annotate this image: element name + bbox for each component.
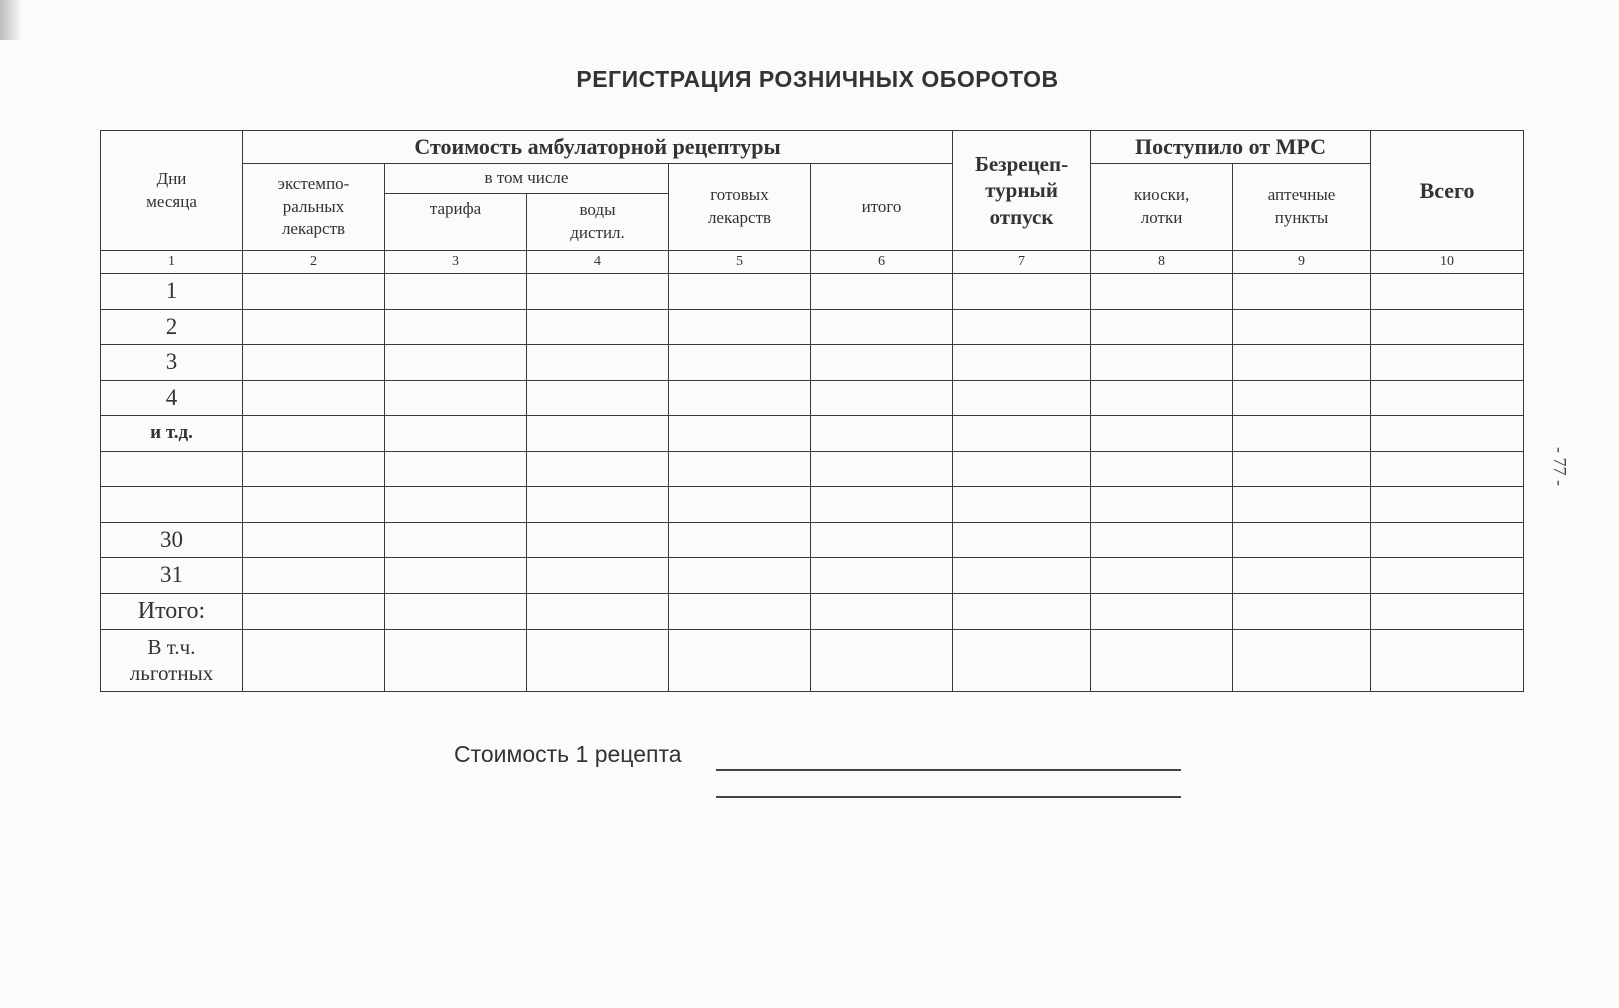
preferential-row (101, 629, 1524, 691)
input-cell[interactable] (1371, 522, 1524, 558)
table-row (101, 345, 1524, 381)
input-cell[interactable] (243, 487, 385, 523)
input-cell[interactable] (811, 345, 953, 381)
header-including: в том числе (385, 164, 669, 194)
input-cell[interactable] (669, 629, 811, 691)
input-cell[interactable] (243, 416, 385, 452)
input-cell[interactable] (527, 629, 669, 691)
input-cell[interactable] (243, 522, 385, 558)
input-cell[interactable] (527, 274, 669, 310)
input-cell[interactable] (243, 629, 385, 691)
header-extemporal: экстемпо-ральных лекарств (243, 164, 385, 251)
day-label: и т.д. (101, 416, 243, 452)
day-label: 1 (101, 274, 243, 310)
input-cell[interactable] (811, 593, 953, 629)
input-cell[interactable] (811, 487, 953, 523)
input-cell[interactable] (1091, 593, 1233, 629)
col-number: 5 (669, 251, 811, 274)
table-row (101, 274, 1524, 310)
input-cell[interactable] (243, 451, 385, 487)
cost-fill-line[interactable] (716, 769, 1181, 771)
input-cell[interactable] (385, 345, 527, 381)
table-row (101, 558, 1524, 594)
input-cell[interactable] (1233, 416, 1371, 452)
col-number: 2 (243, 251, 385, 274)
input-cell[interactable] (385, 451, 527, 487)
input-cell[interactable] (1233, 629, 1371, 691)
input-cell[interactable] (1233, 380, 1371, 416)
input-cell[interactable] (1233, 522, 1371, 558)
header-days-of-month: Дни месяца (101, 131, 243, 251)
input-cell[interactable] (1091, 416, 1233, 452)
input-cell[interactable] (1233, 309, 1371, 345)
header-subtotal: итого (811, 164, 953, 251)
input-cell[interactable] (669, 593, 811, 629)
input-cell[interactable] (527, 380, 669, 416)
header-received-from-mrs: Поступило от МРС (1091, 131, 1371, 164)
input-cell[interactable] (243, 380, 385, 416)
input-cell[interactable] (953, 593, 1091, 629)
input-cell[interactable] (527, 593, 669, 629)
input-cell[interactable] (669, 345, 811, 381)
input-cell[interactable] (243, 558, 385, 594)
input-cell[interactable] (1371, 629, 1524, 691)
header-pharmacy-points: аптечные пункты (1233, 164, 1371, 251)
input-cell[interactable] (669, 522, 811, 558)
input-cell[interactable] (1091, 380, 1233, 416)
column-number-row (101, 251, 1524, 274)
input-cell[interactable] (1371, 380, 1524, 416)
table-row (101, 380, 1524, 416)
input-cell[interactable] (1091, 522, 1233, 558)
day-label (101, 487, 243, 523)
input-cell[interactable] (385, 274, 527, 310)
input-cell[interactable] (811, 380, 953, 416)
input-cell[interactable] (1091, 629, 1233, 691)
total-row (101, 593, 1524, 629)
day-label: 31 (101, 558, 243, 594)
input-cell[interactable] (669, 487, 811, 523)
input-cell[interactable] (385, 629, 527, 691)
input-cell[interactable] (1091, 451, 1233, 487)
input-cell[interactable] (953, 629, 1091, 691)
day-label: 3 (101, 345, 243, 381)
input-cell[interactable] (1371, 451, 1524, 487)
input-cell[interactable] (669, 274, 811, 310)
col-number: 1 (101, 251, 243, 274)
input-cell[interactable] (953, 558, 1091, 594)
input-cell[interactable] (953, 522, 1091, 558)
table-row (101, 309, 1524, 345)
input-cell[interactable] (527, 522, 669, 558)
total-label: Итого: (101, 593, 243, 629)
input-cell[interactable] (243, 345, 385, 381)
input-cell[interactable] (1371, 487, 1524, 523)
input-cell[interactable] (669, 558, 811, 594)
input-cell[interactable] (527, 416, 669, 452)
input-cell[interactable] (1091, 274, 1233, 310)
input-cell[interactable] (1371, 274, 1524, 310)
input-cell[interactable] (669, 416, 811, 452)
input-cell[interactable] (1371, 345, 1524, 381)
input-cell[interactable] (1233, 487, 1371, 523)
scan-shadow (0, 0, 22, 40)
input-cell[interactable] (953, 309, 1091, 345)
input-cell[interactable] (527, 309, 669, 345)
col-number: 7 (953, 251, 1091, 274)
input-cell[interactable] (1371, 593, 1524, 629)
header-grand-total: Всего (1371, 131, 1524, 251)
input-cell[interactable] (1233, 345, 1371, 381)
col-number: 8 (1091, 251, 1233, 274)
document-title: РЕГИСТРАЦИЯ РОЗНИЧНЫХ ОБОРОТОВ (576, 66, 1059, 92)
day-label (101, 451, 243, 487)
page-number: - 77 - (1550, 447, 1570, 486)
input-cell[interactable] (385, 416, 527, 452)
table-row (101, 416, 1524, 452)
input-cell[interactable] (811, 309, 953, 345)
input-cell[interactable] (811, 522, 953, 558)
input-cell[interactable] (1233, 593, 1371, 629)
input-cell[interactable] (243, 309, 385, 345)
input-cell[interactable] (1371, 416, 1524, 452)
table-row (101, 522, 1524, 558)
input-cell[interactable] (1091, 558, 1233, 594)
header-kiosks: киоски, лотки (1091, 164, 1233, 251)
col-number: 6 (811, 251, 953, 274)
input-cell[interactable] (1091, 309, 1233, 345)
table-row (101, 451, 1524, 487)
day-label: 4 (101, 380, 243, 416)
col-number: 10 (1371, 251, 1524, 274)
header-otc: Безрецеп-турный отпуск (953, 131, 1091, 251)
input-cell[interactable] (811, 451, 953, 487)
header-distilled-water: воды дистил. (527, 194, 669, 251)
input-cell[interactable] (527, 487, 669, 523)
input-cell[interactable] (385, 487, 527, 523)
input-cell[interactable] (811, 558, 953, 594)
input-cell[interactable] (385, 309, 527, 345)
input-cell[interactable] (385, 522, 527, 558)
header-ready-drugs: готовых лекарств (669, 164, 811, 251)
input-cell[interactable] (811, 274, 953, 310)
day-label: 30 (101, 522, 243, 558)
input-cell[interactable] (669, 380, 811, 416)
input-cell[interactable] (953, 380, 1091, 416)
input-cell[interactable] (811, 629, 953, 691)
input-cell[interactable] (953, 274, 1091, 310)
input-cell[interactable] (385, 380, 527, 416)
input-cell[interactable] (527, 451, 669, 487)
input-cell[interactable] (953, 345, 1091, 381)
input-cell[interactable] (527, 345, 669, 381)
input-cell[interactable] (1091, 487, 1233, 523)
table-row (101, 487, 1524, 523)
input-cell[interactable] (1371, 558, 1524, 594)
input-cell[interactable] (385, 593, 527, 629)
day-label: 2 (101, 309, 243, 345)
input-cell[interactable] (953, 487, 1091, 523)
input-cell[interactable] (385, 558, 527, 594)
input-cell[interactable] (243, 593, 385, 629)
input-cell[interactable] (669, 451, 811, 487)
input-cell[interactable] (243, 274, 385, 310)
col-number: 9 (1233, 251, 1371, 274)
input-cell[interactable] (1091, 345, 1233, 381)
input-cell[interactable] (1233, 451, 1371, 487)
input-cell[interactable] (1233, 558, 1371, 594)
cost-fill-line-2[interactable] (716, 796, 1181, 798)
col-number: 4 (527, 251, 669, 274)
header-tariff: тарифа (385, 194, 527, 251)
header-ambulatory-cost: Стоимость амбулаторной рецептуры (243, 131, 953, 164)
retail-turnover-table (100, 130, 1524, 692)
input-cell[interactable] (527, 558, 669, 594)
input-cell[interactable] (669, 309, 811, 345)
input-cell[interactable] (953, 451, 1091, 487)
input-cell[interactable] (811, 416, 953, 452)
input-cell[interactable] (1233, 274, 1371, 310)
input-cell[interactable] (1371, 309, 1524, 345)
col-number: 3 (385, 251, 527, 274)
preferential-label: В т.ч. льготных (101, 629, 243, 691)
cost-per-prescription-label: Стоимость 1 рецепта (454, 741, 682, 767)
input-cell[interactable] (953, 416, 1091, 452)
